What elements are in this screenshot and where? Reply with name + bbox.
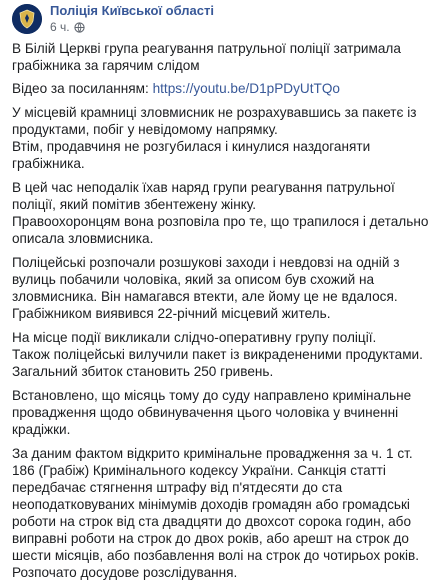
paragraph-3 [12,254,438,322]
post-time[interactable]: 6 ч. [50,20,70,34]
paragraph-4 [12,329,438,380]
paragraph-1 [12,104,438,172]
paragraph-line: Поліцейські розпочали розшукові заходи і невдовзі на одній з вулиць побачили чоловіка, який за описом був схожий на зловмисника. Він намагався втекти, але йому це не вдалося. [12,255,400,304]
video-label: Відео за посиланням: [12,81,153,96]
globe-icon [74,22,85,33]
author-link[interactable]: Поліція Київської області [50,3,214,18]
paragraph-line: Також поліцейські вилучили пакет із викрадененими продуктами. [12,347,423,362]
paragraph-line: Втім, продавчиня не розгубилася і кинулися наздоганяти грабіжника. [12,139,371,171]
post-header [12,0,438,40]
post-body [12,40,438,581]
paragraph-line: На місце події викликали слідчо-оперативну групу поліції. [12,330,377,345]
paragraph-2 [12,179,438,247]
post-meta [50,20,85,34]
paragraph-line: В цей час неподалік їхав наряд групи реагування патрульної поліції, який помітив збентежену жінку. [12,180,395,212]
post-title: В Білій Церкві група реагування патрульної поліції затримала грабіжника за гарячим слідом [12,41,401,73]
paragraph-5: Встановлено, що місяць тому до суду направлено кримінальне провадження щодо обвинувачення цього чоловіка у вчиненні крадіжки. [12,388,412,437]
paragraph-line: У місцевій крамниці зловмисник не розрахувавшись за пакетє із продуктами, побіг у невідомому напрямку. [12,105,417,137]
video-line [12,80,438,97]
paragraph-line: Правоохоронцям вона розповіла про те, що трапилося і детально описала зловмисника. [12,214,429,246]
police-badge-icon[interactable] [12,4,42,34]
paragraph-line: Грабіжником виявився 22-річний місцевий житель. [12,306,331,321]
paragraph-6: За даним фактом відкрито кримінальне провадження за ч. 1 ст. 186 (Грабіж) Кримінального кодексу України. Санкція статті передбачає стягнення штрафу від п'ятдесяти до ста неоподатковуваних мінімумів доходів громадян або громадські роботи на строк від ста двадцяти до двохсот сорока годин, або виправні роботи на строк до двох років, або арешт на строк до шести місяців, або позбавлення волі на строк до чотирьох років. Розпочато досудове розслідування. [12,446,419,580]
video-link[interactable]: https://youtu.be/D1pPDyUtTQo [152,81,340,96]
paragraph-line: Загальний збиток становить 250 гривень. [12,364,274,379]
